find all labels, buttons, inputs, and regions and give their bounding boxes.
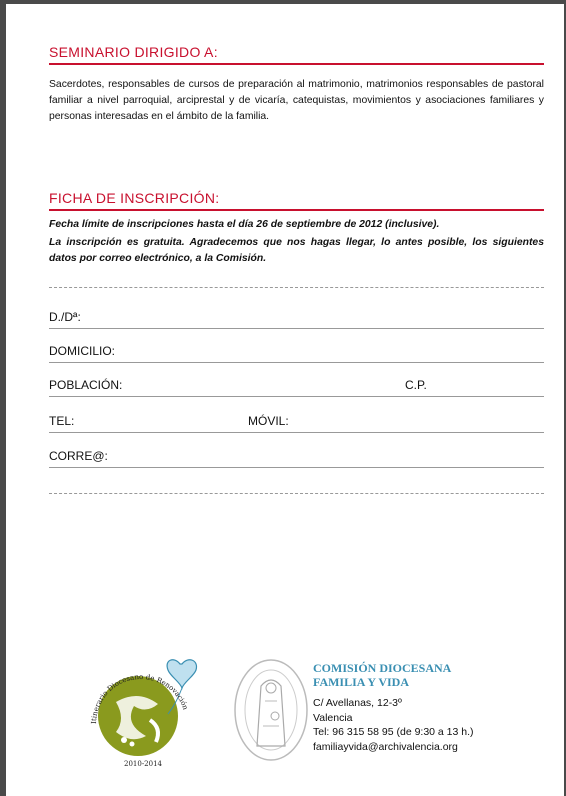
ficha-rule <box>49 209 544 211</box>
logo-arc-text: Itinerario Diocesano de Renovación <box>89 672 190 725</box>
ficha-note: La inscripción es gratuita. Agradecemos que nos hagas llegar, lo antes posible, los siguientes datos por correo electrónico, a la Comisión. <box>49 237 544 264</box>
field-domicilio[interactable] <box>49 340 544 363</box>
dashed-separator-bottom <box>49 493 544 494</box>
logo-years: 2010-2014 <box>124 760 162 768</box>
field-poblacion-label: POBLACIÓN: <box>49 378 123 392</box>
itinerario-logo <box>76 644 206 769</box>
comision-line1: COMISIÓN DIOCESANA <box>313 661 452 675</box>
field-poblacion[interactable] <box>49 374 544 397</box>
seminario-rule <box>49 63 544 65</box>
field-dona[interactable] <box>49 306 544 329</box>
contact-email[interactable]: familiayvida@archivalencia.org <box>313 740 458 753</box>
field-domicilio-label: DOMICILIO: <box>49 344 116 358</box>
field-movil-label: MÓVIL: <box>248 414 289 428</box>
field-dona-label: D./Dª: <box>49 310 81 324</box>
field-correo[interactable] <box>49 445 544 468</box>
virgin-seal-image <box>231 656 311 764</box>
contact-block <box>313 696 474 754</box>
comision-line2: FAMILIA Y VIDA <box>313 675 410 689</box>
contact-city: Valencia <box>313 711 353 724</box>
ficha-deadline: Fecha límite de inscripciones hasta el día 26 de septiembre de 2012 (inclusive). <box>49 219 440 230</box>
contact-phone: Tel: 96 315 58 95 (de 9:30 a 13 h.) <box>313 726 474 738</box>
comision-name <box>313 661 451 689</box>
ficha-title: FICHA DE INSCRIPCIÓN: <box>49 190 220 206</box>
field-correo-label: CORRE@: <box>49 449 108 463</box>
seminario-title: SEMINARIO DIRIGIDO A: <box>49 44 218 60</box>
dashed-separator-top <box>49 287 544 288</box>
document-page <box>6 4 564 796</box>
field-tel-label: TEL: <box>49 414 75 428</box>
field-tel[interactable] <box>49 410 544 433</box>
field-cp-label: C.P. <box>405 378 427 392</box>
seminario-text: Sacerdotes, responsables de cursos de preparación al matrimonio, matrimonios responsables de pastoral familiar a nivel parroquial, arciprestal y de vicaría, catequistas, movimientos y asociaciones familiares y personas interesadas en el ámbito de la familia. <box>49 79 544 122</box>
contact-address: C/ Avellanas, 12-3º <box>313 697 402 709</box>
